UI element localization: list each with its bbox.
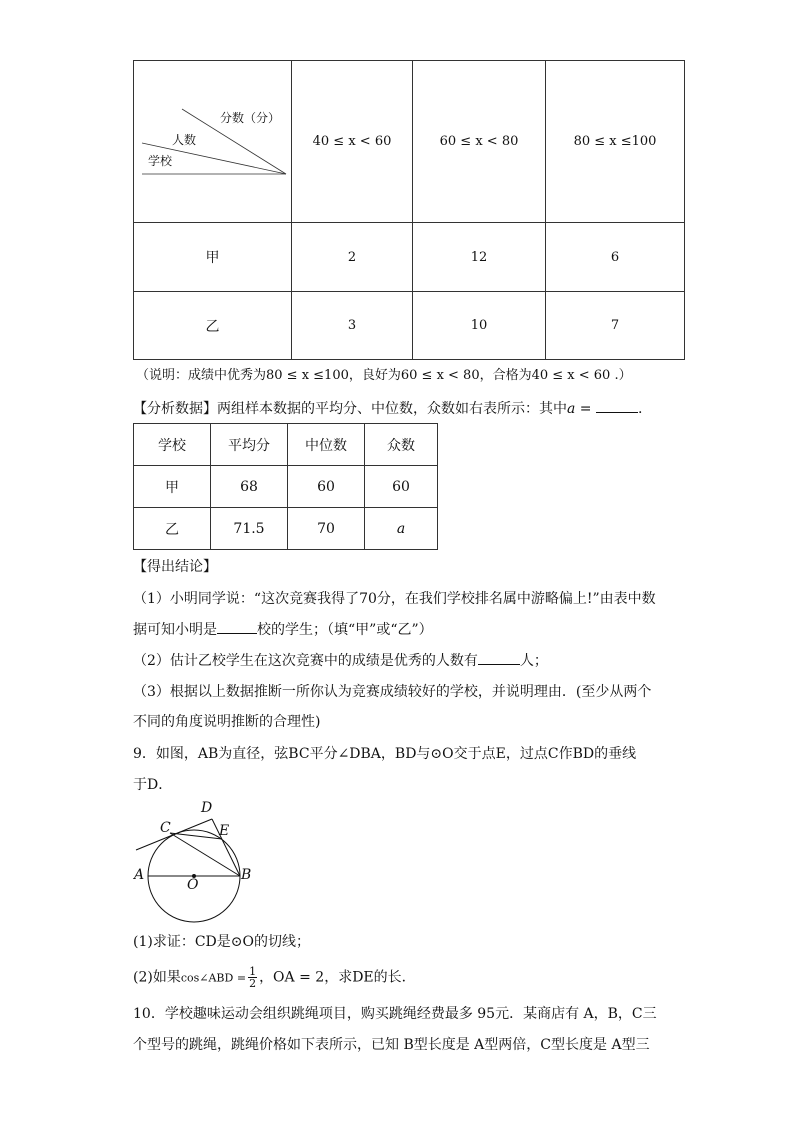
value-cell: 6 [546, 223, 685, 292]
stat-cell: 71.5 [211, 508, 288, 550]
analysis-line [133, 398, 642, 419]
analysis-var: a [567, 401, 576, 417]
diagonal-header-cell [134, 61, 292, 223]
mode-var: a [396, 520, 406, 537]
label-o: O [187, 877, 199, 893]
header-mode: 众数 [365, 424, 438, 466]
value-cell: 2 [292, 223, 413, 292]
score-distribution-table [133, 60, 685, 360]
analysis-prefix: 【分析数据】两组样本数据的平均分、中位数，众数如右表所示：其中 [133, 401, 567, 417]
value-cell: 10 [413, 292, 546, 360]
p9-line2: 于D． [133, 777, 173, 793]
q1-line2-b: 校的学生；（填“甲”或“乙”） [257, 622, 433, 638]
p9-sub2-b: ，OA = 2，求DE的长． [259, 969, 416, 986]
analysis-eq: = [575, 401, 596, 417]
q2-b: 人； [519, 653, 548, 669]
q1-line1: （1）小明同学说：“这次竞赛我得了70分，在我们学校排名属中游略偏上!”由表中数 [133, 591, 656, 607]
school-cell: 乙 [134, 292, 292, 360]
label-b: B [241, 867, 252, 883]
stat-cell [365, 508, 438, 550]
diag-score-label: 分数（分） [220, 111, 281, 125]
conclusion-heading: 【得出结论】 [133, 559, 217, 575]
table-row [134, 466, 438, 508]
p9-sub1: (1)求证：CD是⊙O的切线； [133, 934, 310, 950]
stat-cell: 乙 [134, 508, 211, 550]
grade-note: （说明：成绩中优秀为80 ≤ x ≤100，良好为60 ≤ x < 80，合格为40 ≤ x < 60 .） [136, 368, 632, 383]
q3-line1: （3）根据以上数据推断一所你认为竞赛成绩较好的学校，并说明理由．(至少从两个 [133, 684, 652, 700]
statistics-table [133, 423, 438, 550]
q2-a: （2）估计乙校学生在这次竞赛中的成绩是优秀的人数有 [133, 653, 478, 669]
label-c: C [160, 820, 171, 836]
q1-line2 [133, 619, 433, 640]
tangent-line [136, 819, 212, 850]
label-e: E [219, 823, 230, 839]
stat-cell: 68 [211, 466, 288, 508]
cos-expression: cos∠ABD = [180, 971, 247, 985]
label-d: D [201, 800, 213, 816]
header-median: 中位数 [288, 424, 365, 466]
stat-cell: 60 [365, 466, 438, 508]
table-row [134, 292, 685, 360]
school-cell: 甲 [134, 223, 292, 292]
answer-blank-school[interactable] [217, 619, 257, 634]
value-cell: 12 [413, 223, 546, 292]
table-row [134, 223, 685, 292]
stat-cell: 甲 [134, 466, 211, 508]
p9-sub2 [133, 966, 416, 989]
range-header-3: 80 ≤ x ≤100 [546, 61, 685, 223]
header-school: 学校 [134, 424, 211, 466]
fraction-one-half [248, 966, 257, 989]
header-mean: 平均分 [211, 424, 288, 466]
label-a: A [134, 867, 145, 883]
answer-blank-a[interactable] [596, 398, 638, 413]
range-header-2: 60 ≤ x < 80 [413, 61, 546, 223]
circle-geometry-figure [130, 800, 270, 925]
answer-blank-count[interactable] [478, 650, 520, 665]
p9-line1: 9．如图，AB为直径，弦BC平分∠DBA，BD与⊙O交于点E，过点C作BD的垂线 [133, 746, 637, 762]
analysis-suffix: . [638, 401, 643, 417]
fraction-numerator: 1 [249, 965, 257, 978]
stat-cell: 70 [288, 508, 365, 550]
value-cell: 7 [546, 292, 685, 360]
q3-line2: 不同的角度说明推断的合理性) [133, 714, 321, 730]
q1-line2-a: 据可知小明是 [133, 622, 217, 638]
diagonal-lines [134, 61, 291, 223]
p10-line2: 个型号的跳绳，跳绳价格如下表所示，已知 B型长度是 A型两倍，C型长度是 A型三 [133, 1037, 650, 1053]
value-cell: 3 [292, 292, 413, 360]
table-row [134, 508, 438, 550]
fraction-denominator: 2 [249, 977, 257, 990]
q2-line [133, 650, 548, 671]
diag-school-label: 学校 [148, 154, 173, 168]
p9-sub2-a: (2)如果 [133, 969, 181, 986]
range-header-1: 40 ≤ x < 60 [292, 61, 413, 223]
stat-cell: 60 [288, 466, 365, 508]
p10-line1: 10．学校趣味运动会组织跳绳项目，购买跳绳经费最多 95元．某商店有 A，B，C三 [133, 1006, 657, 1022]
diag-count-label: 人数 [172, 133, 197, 147]
